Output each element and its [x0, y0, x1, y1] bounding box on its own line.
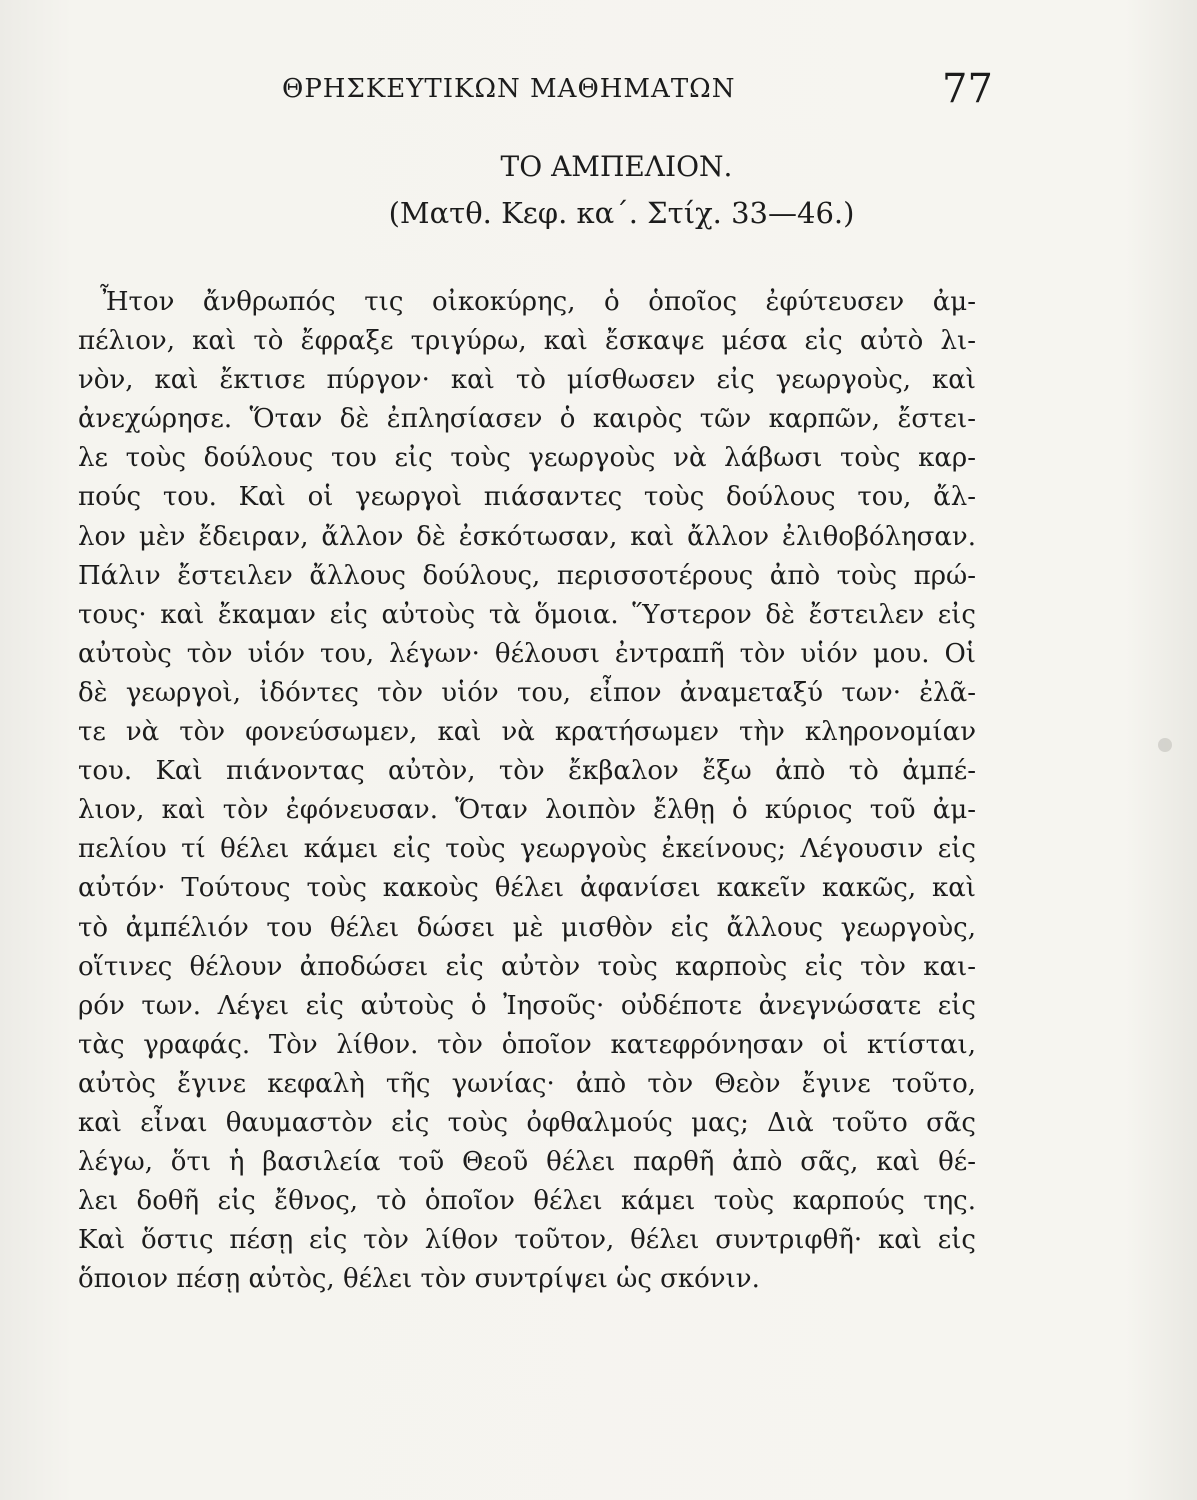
paper-blemish — [1158, 738, 1172, 752]
text-line: νὸν, καὶ ἔκτισε πύργον· καὶ τὸ μίσθωσεν εἰς γεωργοὺς, καὶ — [78, 365, 976, 396]
text-line: λε τοὺς δούλους του εἰς τοὺς γεωργοὺς νὰ λάβωσι τοὺς καρ- — [78, 443, 976, 474]
text-line: αὐτόν· Τούτους τοὺς κακοὺς θέλει ἀφανίσει κακεῖν κακῶς, καὶ — [78, 873, 976, 904]
text-line: πούς του. Καὶ οἱ γεωργοὶ πιάσαντες τοὺς δούλους του, ἄλ- — [78, 482, 976, 513]
text-line: Καὶ ὅστις πέσῃ εἰς τὸν λίθον τοῦτον, θέλει συντριφθῆ· καὶ εἰς — [78, 1225, 976, 1256]
section-title: ΤΟ ΑΜΠΕΛΙΟΝ. — [500, 150, 733, 183]
text-line: αὐτοὺς τὸν υἱόν του, λέγων· θέλουσι ἐντραπῆ τὸν υἱόν μου. Οἱ — [78, 638, 976, 669]
text-line: καὶ εἶναι θαυμαστὸν εἰς τοὺς ὀφθαλμούς μας; Διὰ τοῦτο σᾶς — [78, 1107, 976, 1138]
text-line: λιον, καὶ τὸν ἐφόνευσαν. Ὅταν λοιπὸν ἔλθῃ ὁ κύριος τοῦ ἀμ- — [78, 795, 976, 826]
text-line: αὐτὸς ἔγινε κεφαλὴ τῆς γωνίας· ἀπὸ τὸν Θεὸν ἔγινε τοῦτο, — [78, 1068, 976, 1099]
text-line: τε νὰ τὸν φονεύσωμεν, καὶ νὰ κρατήσωμεν τὴν κληρονομίαν — [78, 717, 976, 748]
text-line: Ἦτον ἄνθρωπός τις οἰκοκύρης, ὁ ὁποῖος ἐφύτευσεν ἀμ- — [100, 287, 976, 317]
page-number: 77 — [942, 66, 993, 112]
text-line: πελίου τί θέλει κάμει εἰς τοὺς γεωργοὺς ἐκείνους; Λέγουσιν εἰς — [78, 834, 976, 865]
body-text — [78, 283, 976, 1299]
text-line: λέγω, ὅτι ἡ βασιλεία τοῦ Θεοῦ θέλει παρθῆ ἀπὸ σᾶς, καὶ θέ- — [78, 1147, 976, 1178]
text-line: Πάλιν ἔστειλεν ἄλλους δούλους, περισσοτέρους ἀπὸ τοὺς πρώ- — [78, 560, 976, 591]
text-line: ἀνεχώρησε. Ὅταν δὲ ἐπλησίασεν ὁ καιρὸς τῶν καρπῶν, ἔστει- — [78, 404, 976, 435]
scripture-reference: (Ματθ. Κεφ. κα΄. Στίχ. 33—46.) — [388, 196, 855, 230]
text-line: ρόν των. Λέγει εἰς αὐτοὺς ὁ Ἰησοῦς· οὐδέποτε ἀνεγνώσατε εἰς — [78, 990, 976, 1021]
running-title: ΘΡΗΣΚΕΥΤΙΚΩΝ ΜΑΘΗΜΑΤΩΝ — [282, 74, 736, 104]
text-line: οἵτινες θέλουν ἀποδώσει εἰς αὐτὸν τοὺς καρποὺς εἰς τὸν και- — [78, 951, 976, 982]
text-line: λον μὲν ἔδειραν, ἄλλον δὲ ἐσκότωσαν, καὶ ἄλλον ἐλιθοβόλησαν. — [78, 521, 976, 552]
text-line: πέλιον, καὶ τὸ ἔφραξε τριγύρω, καὶ ἔσκαψε μέσα εἰς αὐτὸ λι- — [78, 326, 976, 357]
running-head — [260, 66, 993, 116]
text-line: του. Καὶ πιάνοντας αὐτὸν, τὸν ἔκβαλον ἔξω ἀπὸ τὸ ἀμπέ- — [78, 756, 976, 787]
text-line: τὰς γραφάς. Τὸν λίθον. τὸν ὁποῖον κατεφρόνησαν οἱ κτίσται, — [78, 1029, 976, 1060]
text-line: τὸ ἀμπέλιόν του θέλει δώσει μὲ μισθὸν εἰς ἄλλους γεωργοὺς, — [78, 912, 976, 943]
text-line: λει δοθῆ εἰς ἔθνος, τὸ ὁποῖον θέλει κάμει τοὺς καρπούς της. — [78, 1186, 976, 1217]
text-line: ὅποιον πέσῃ αὐτὸς, θέλει τὸν συντρίψει ὡς σκόνιν. — [78, 1264, 760, 1295]
text-line: δὲ γεωργοὶ, ἰδόντες τὸν υἱόν του, εἶπον ἀναμεταξύ των· ἐλᾶ- — [78, 677, 976, 708]
text-line: τους· καὶ ἔκαμαν εἰς αὐτοὺς τὰ ὅμοια. Ὕστερον δὲ ἔστειλεν εἰς — [78, 599, 976, 630]
